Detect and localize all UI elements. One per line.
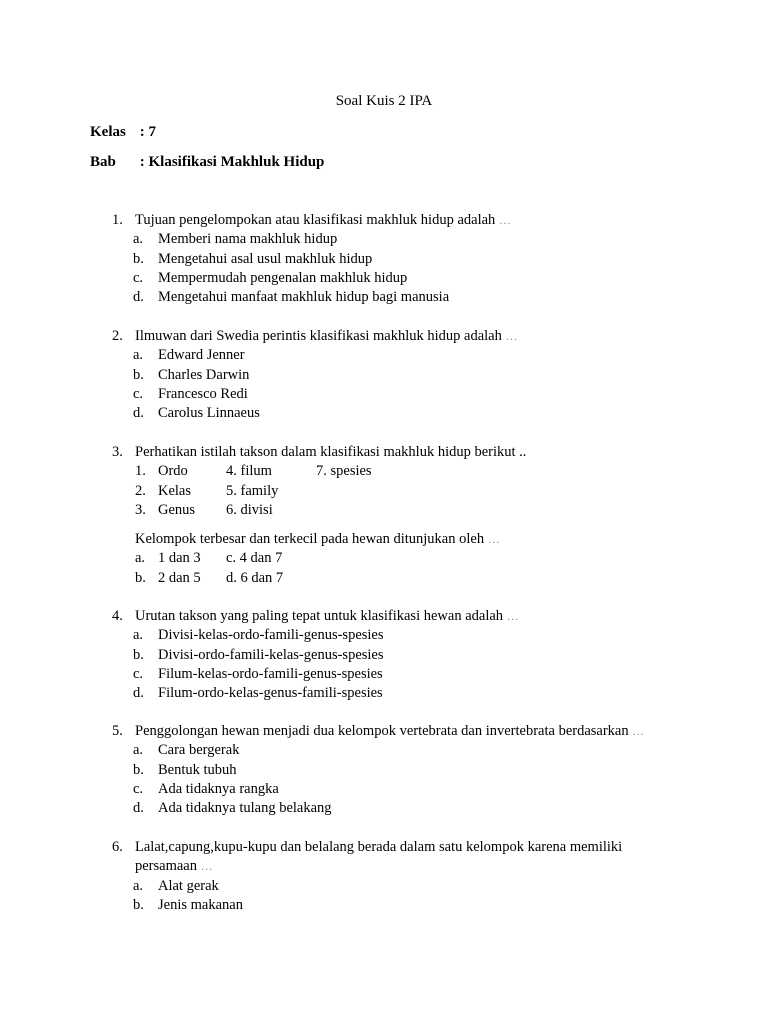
option-letter: b. — [135, 569, 146, 586]
taxa-name: 5. family — [226, 482, 279, 499]
option-letter: d. — [133, 405, 144, 422]
option-letter: a. — [133, 627, 144, 644]
taxa-name: 4. filum — [226, 463, 272, 480]
taxa-row-2 — [112, 482, 692, 501]
option-c — [112, 385, 692, 404]
ellipsis: … — [200, 859, 213, 874]
option-letter: d. — [133, 685, 144, 702]
sub-question — [112, 530, 692, 549]
taxa-number: 3. — [135, 501, 146, 518]
document-title: Soal Kuis 2 IPA — [335, 93, 433, 109]
question-text — [112, 838, 692, 857]
question-1 — [112, 211, 692, 307]
taxa-row-1 — [112, 462, 692, 481]
ellipsis: … — [505, 329, 518, 343]
option-a — [112, 346, 692, 365]
question-text — [112, 607, 692, 626]
taxa-name: Ordo — [158, 463, 188, 480]
option-text: Memberi nama makhluk hidup — [158, 231, 338, 248]
option-c — [112, 269, 692, 288]
question-stem: Tujuan pengelompokan atau klasifikasi makhluk hidup adalah — [135, 212, 496, 228]
taxa-row-3 — [112, 501, 692, 520]
taxa-number: 2. — [135, 482, 146, 499]
option-text: Francesco Redi — [158, 385, 248, 402]
option-letter: c. — [133, 385, 144, 402]
option-b — [112, 366, 692, 385]
option-text: Ada tidaknya rangka — [158, 780, 279, 797]
question-stem: Ilmuwan dari Swedia perintis klasifikasi makhluk hidup adalah — [135, 328, 502, 344]
option-text: Divisi-kelas-ordo-famili-genus-spesies — [158, 627, 384, 644]
question-stem: Lalat,capung,kupu-kupu dan belalang berada dalam satu kelompok karena memiliki — [135, 839, 623, 855]
question-number: 6. — [112, 839, 123, 855]
ellipsis: … — [506, 609, 519, 623]
taxa-name: 6. divisi — [226, 501, 273, 518]
option-letter: b. — [133, 761, 144, 778]
option-text: Filum-kelas-ordo-famili-genus-spesies — [158, 665, 383, 682]
taxa-name: 7. spesies — [316, 463, 372, 480]
question-number: 4. — [112, 608, 123, 624]
option-a — [112, 626, 692, 645]
spacer — [112, 520, 692, 530]
ellipsis: … — [632, 724, 645, 738]
option-text: Divisi-ordo-famili-kelas-genus-spesies — [158, 646, 384, 663]
option-row-bd — [112, 569, 692, 588]
bab-row — [90, 154, 324, 171]
option-text: Carolus Linnaeus — [158, 405, 260, 422]
option-a — [112, 230, 692, 249]
question-stem: Urutan takson yang paling tepat untuk klasifikasi hewan adalah — [135, 608, 504, 624]
option-c — [112, 780, 692, 799]
question-stem: Perhatikan istilah takson dalam klasifikasi makhluk hidup berikut .. — [135, 444, 527, 460]
option-text: Edward Jenner — [158, 347, 245, 364]
question-5 — [112, 722, 692, 818]
option-letter: b. — [133, 250, 144, 267]
kelas-row — [90, 124, 156, 141]
question-number: 1. — [112, 212, 123, 228]
option-text: Bentuk tubuh — [158, 761, 237, 778]
option-letter: c. — [133, 780, 144, 797]
option-letter: b. — [133, 896, 144, 913]
option-a — [112, 877, 692, 896]
option-text: 1 dan 3 — [158, 550, 201, 567]
option-text: Jenis makanan — [158, 896, 243, 913]
option-letter: c. — [133, 665, 144, 682]
sub-question-text: Kelompok terbesar dan terkecil pada hewan ditunjukan oleh — [135, 531, 485, 548]
option-text: c. 4 dan 7 — [226, 550, 283, 567]
question-stem: Penggolongan hewan menjadi dua kelompok vertebrata dan invertebrata berdasarkan — [135, 723, 629, 739]
option-b — [112, 761, 692, 780]
question-number: 5. — [112, 723, 123, 739]
option-letter: a. — [133, 877, 144, 894]
option-text: Charles Darwin — [158, 366, 250, 383]
option-d — [112, 404, 692, 423]
option-letter: a. — [133, 231, 144, 248]
option-row-ac — [112, 549, 692, 568]
question-text — [112, 443, 692, 462]
option-b — [112, 646, 692, 665]
option-letter: a. — [135, 550, 146, 567]
question-text — [112, 327, 692, 346]
question-text-continued — [112, 857, 692, 876]
option-letter: d. — [133, 800, 144, 817]
option-letter: b. — [133, 646, 144, 663]
bab-value: : Klasifikasi Makhluk Hidup — [139, 154, 325, 170]
option-text: Mengetahui asal usul makhluk hidup — [158, 250, 373, 267]
taxa-name: Kelas — [158, 482, 192, 499]
question-4 — [112, 607, 692, 703]
option-text: 2 dan 5 — [158, 569, 201, 586]
question-stem-continued: persamaan — [135, 858, 197, 875]
option-letter: a. — [133, 347, 144, 364]
option-d — [112, 799, 692, 818]
option-letter: d. — [133, 289, 144, 306]
option-b — [112, 250, 692, 269]
option-text: Mengetahui manfaat makhluk hidup bagi manusia — [158, 289, 450, 306]
option-d — [112, 288, 692, 307]
option-b — [112, 896, 692, 915]
ellipsis: … — [498, 213, 511, 227]
option-d — [112, 684, 692, 703]
taxa-name: Genus — [158, 501, 196, 518]
option-letter: a. — [133, 742, 144, 759]
question-text — [112, 211, 692, 230]
question-number: 2. — [112, 328, 123, 344]
option-text: Mempermudah pengenalan makhluk hidup — [158, 269, 408, 286]
option-c — [112, 665, 692, 684]
option-a — [112, 741, 692, 760]
option-text: Cara bergerak — [158, 742, 240, 759]
taxa-number: 1. — [135, 463, 146, 480]
question-number: 3. — [112, 444, 123, 460]
option-text: Ada tidaknya tulang belakang — [158, 800, 332, 817]
question-3 — [112, 443, 692, 588]
option-text: Filum-ordo-kelas-genus-famili-spesies — [158, 685, 383, 702]
option-text: Alat gerak — [158, 877, 219, 894]
option-letter: c. — [133, 269, 144, 286]
option-letter: b. — [133, 366, 144, 383]
ellipsis: … — [487, 532, 500, 547]
bab-label: Bab — [90, 154, 116, 170]
question-2 — [112, 327, 692, 423]
kelas-value: : 7 — [139, 124, 156, 140]
question-6 — [112, 838, 692, 915]
kelas-label: Kelas — [90, 124, 126, 140]
option-text: d. 6 dan 7 — [226, 569, 284, 586]
question-text — [112, 722, 692, 741]
